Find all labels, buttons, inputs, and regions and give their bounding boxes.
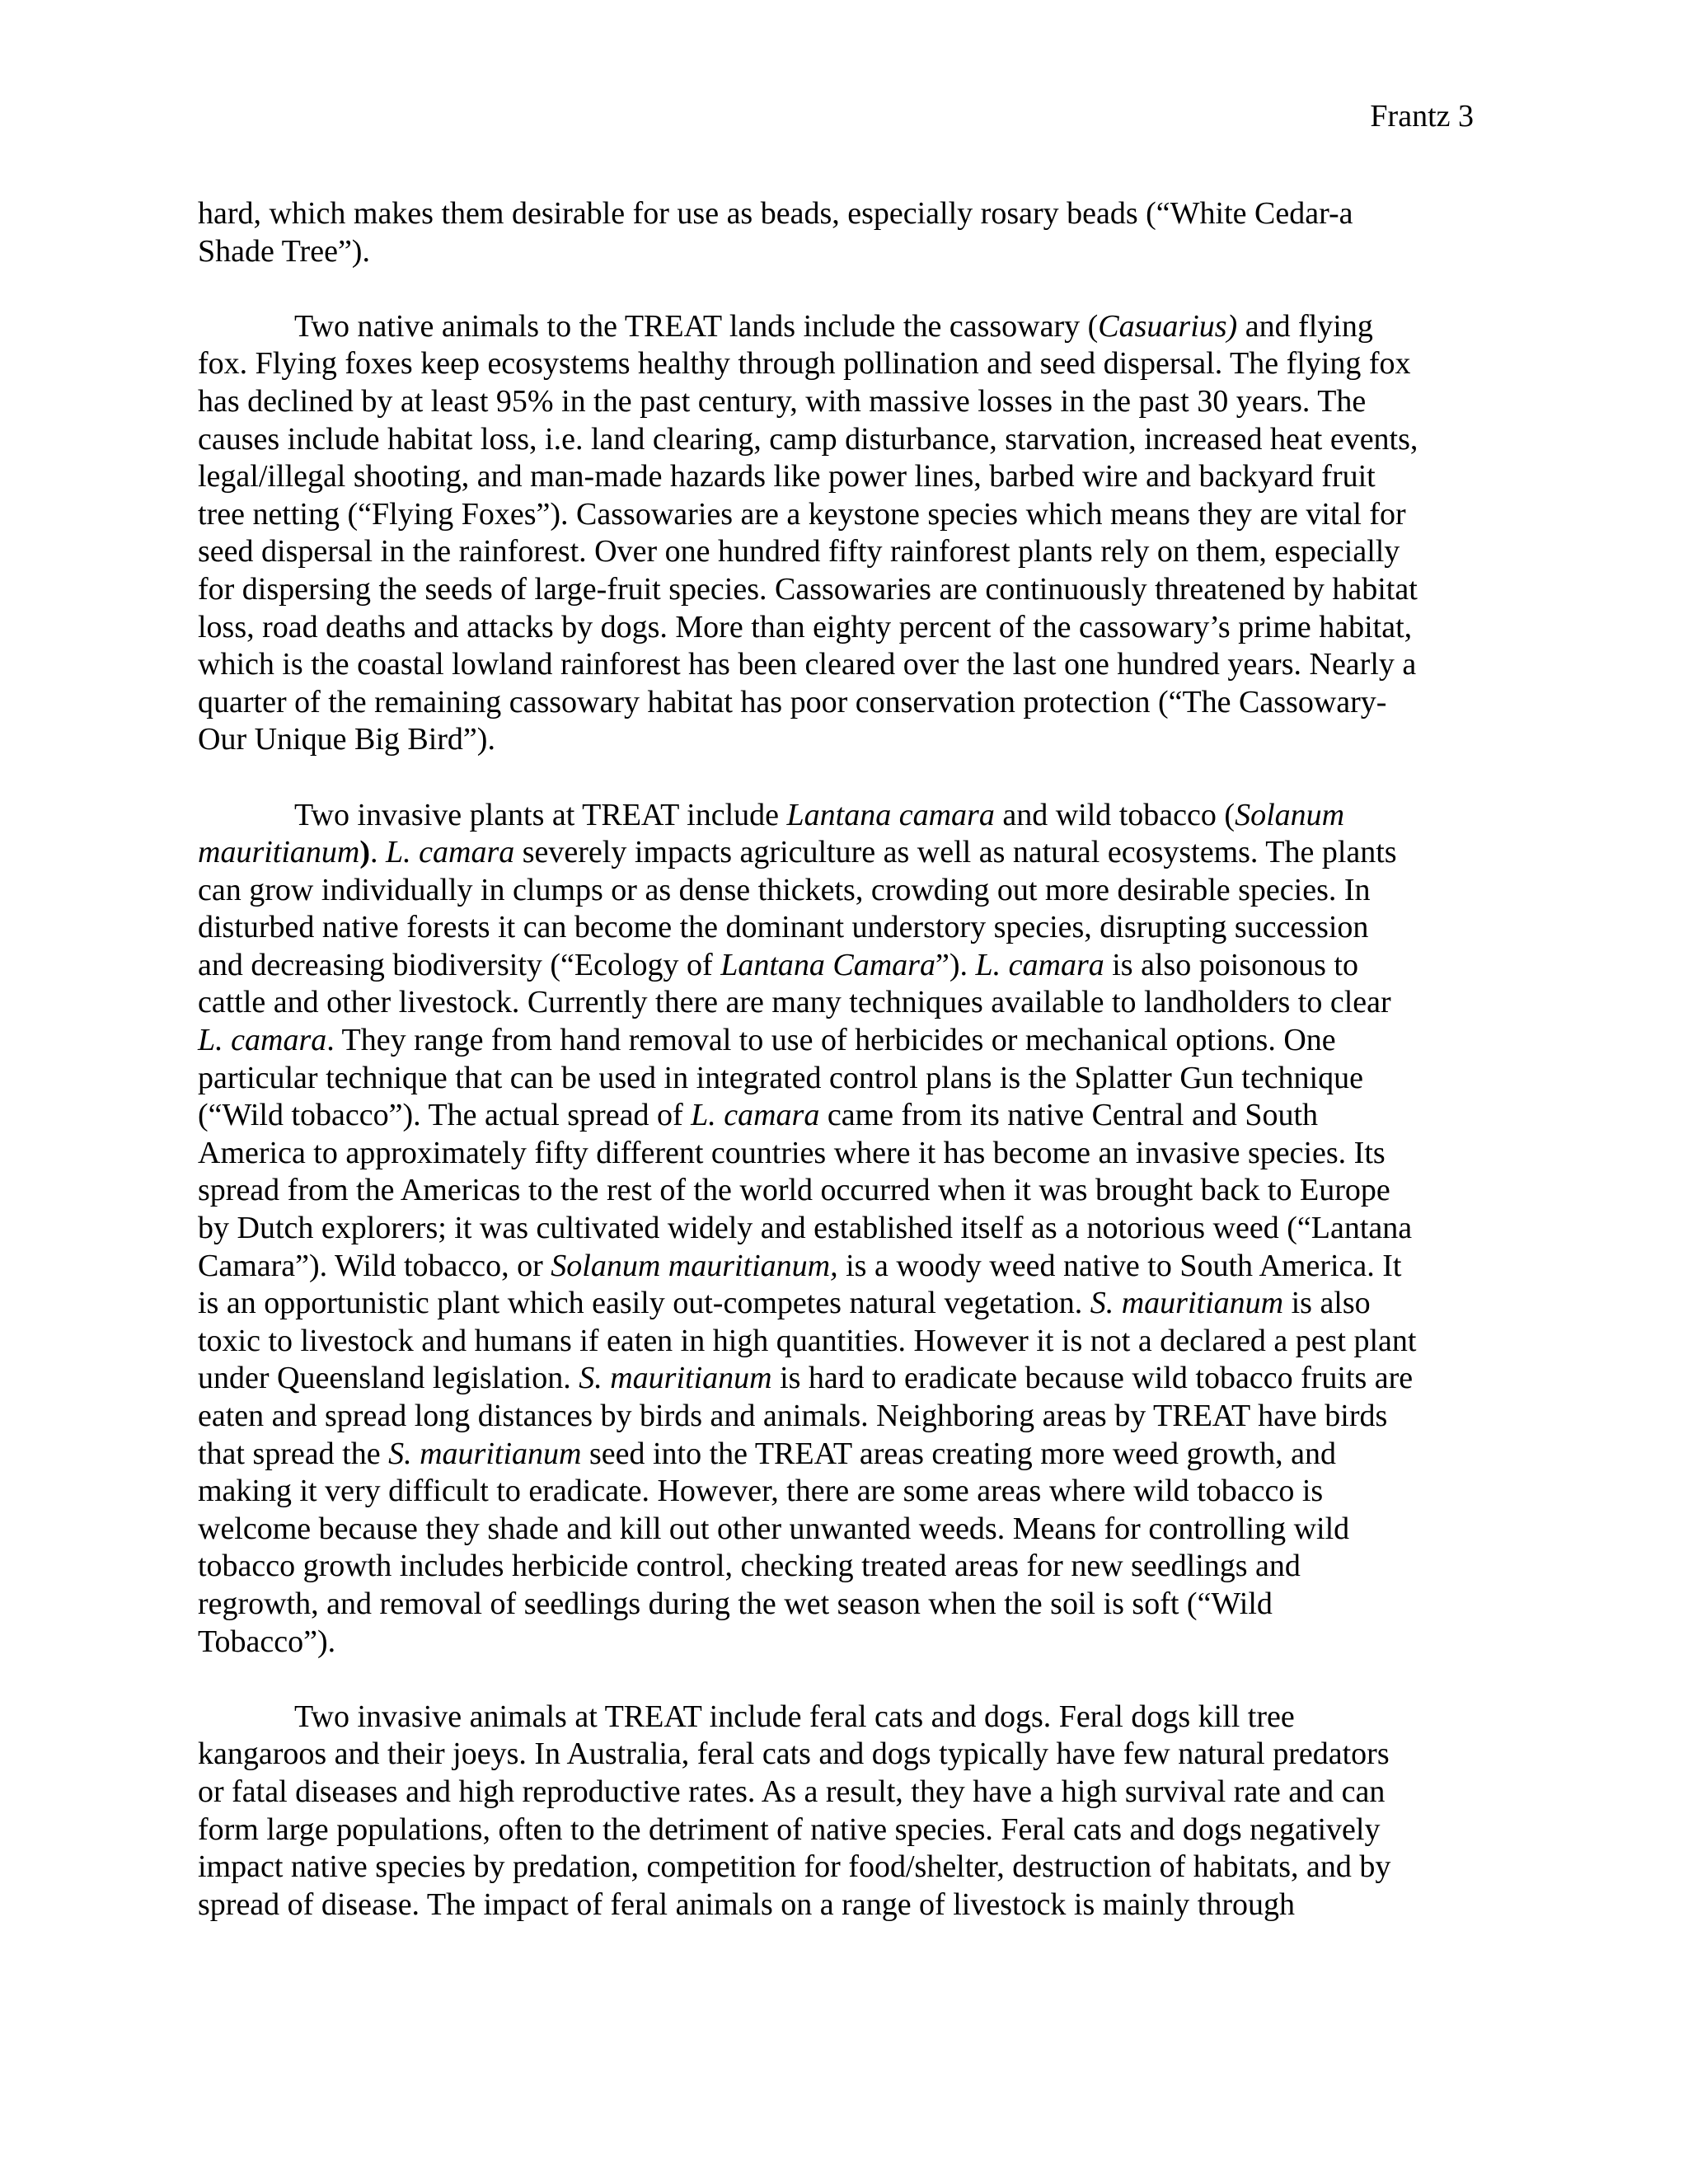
text-run: ”). [935, 947, 976, 982]
text-line: particular technique that can be used in integrated control plans is the Splatter Gun technique [198, 1060, 1363, 1095]
text-line: making it very difficult to eradicate. However, there are some areas where wild tobacco is [198, 1474, 1324, 1509]
text-run: . They range from hand removal to use of herbicides or mechanical options. One [326, 1023, 1336, 1058]
text-line [198, 1097, 1490, 1135]
text-line: spread from the Americas to the rest of the world occurred when it was brought back to Europe [198, 1173, 1390, 1208]
text-line [198, 1248, 1490, 1286]
text-line: Shade Tree”). [198, 233, 370, 269]
text-line: Our Unique Big Bird”). [198, 722, 495, 757]
text-run: is an opportunistic plant which easily out-competes natural vegetation. [198, 1286, 1090, 1321]
text-line: seed dispersal in the rainforest. Over one hundred fifty rainforest plants rely on them, especially [198, 534, 1400, 569]
text-line: form large populations, often to the detriment of native species. Feral cats and dogs negatively [198, 1811, 1381, 1847]
text-run: Two native animals to the TREAT lands include the cassowary ( [294, 308, 1099, 344]
species-name: Solanum mauritianum, [551, 1248, 838, 1283]
text-line [198, 834, 1490, 872]
text-line: or fatal diseases and high reproductive rates. As a result, they have a high survival rate and can [198, 1774, 1386, 1809]
text-line [198, 308, 1490, 346]
species-name: Casuarius) [1098, 308, 1238, 344]
text-line: loss, road deaths and attacks by dogs. More than eighty percent of the cassowary’s prime habitat, [198, 609, 1413, 644]
text-run: is also [1283, 1286, 1371, 1321]
text-run: and decreasing biodiversity (“Ecology of [198, 947, 721, 982]
text-line [198, 1022, 1490, 1060]
text-line: impact native species by predation, competition for food/shelter, destruction of habitats, and by [198, 1849, 1391, 1885]
species-name: L. camara [691, 1098, 820, 1133]
species-name: S. mauritianum [1090, 1286, 1284, 1321]
species-name: L. camara [198, 1023, 327, 1058]
text-line: Two invasive animals at TREAT include feral cats and dogs. Feral dogs kill tree [294, 1699, 1295, 1734]
text-line: cattle and other livestock. Currently there are many techniques available to landholders to clear [198, 985, 1391, 1020]
text-run: came from its native Central and South [819, 1098, 1319, 1133]
text-line: toxic to livestock and humans if eaten in high quantities. However it is not a declared a pest plant [198, 1323, 1417, 1358]
text-run: severely impacts agriculture as well as natural ecosystems. The plants [514, 835, 1397, 870]
text-line [198, 1436, 1490, 1474]
running-head: Frantz 3 [1370, 99, 1474, 134]
paragraph-2 [198, 308, 1490, 759]
paragraph-3 [198, 797, 1490, 1661]
text-line: which is the coastal lowland rainforest has been cleared over the last one hundred years. Nearly a [198, 647, 1417, 682]
species-name: S. mauritianum [388, 1436, 582, 1471]
text-run: Two invasive plants at TREAT include [294, 797, 787, 832]
species-name: Lantana camara [786, 797, 995, 832]
paragraph-4 [198, 1699, 1490, 1924]
text-run: . [370, 835, 387, 870]
text-run: (“Wild tobacco”). The actual spread of [198, 1098, 692, 1133]
text-line: for dispersing the seeds of large-fruit species. Cassowaries are continuously threatened by habitat [198, 571, 1418, 607]
text-run: that spread the [198, 1436, 389, 1471]
paragraph-1 [198, 195, 1490, 270]
text-line: tree netting (“Flying Foxes”). Cassowaries are a keystone species which means they are vital for [198, 496, 1406, 532]
text-line: welcome because they shade and kill out other unwanted weeds. Means for controlling wild [198, 1511, 1350, 1546]
species-name: S. mauritianum [579, 1361, 772, 1396]
text-line: America to approximately fifty different countries where it has become an invasive species. Its [198, 1135, 1386, 1170]
text-run: and flying [1237, 308, 1373, 344]
body-text [198, 195, 1490, 1924]
text-line [198, 1360, 1490, 1398]
text-line [198, 1285, 1490, 1323]
text-line [198, 797, 1490, 835]
text-line: legal/illegal shooting, and man-made hazards like power lines, barbed wire and backyard fruit [198, 459, 1376, 494]
text-run: seed into the TREAT areas creating more weed growth, and [581, 1436, 1337, 1471]
text-run: is also poisonous to [1104, 947, 1358, 982]
text-run: is hard to eradicate because wild tobacco fruits are [771, 1361, 1414, 1396]
species-name: L. camara [386, 835, 515, 870]
text-run: is a woody weed native to South America. It [837, 1248, 1402, 1283]
text-line: can grow individually in clumps or as dense thickets, crowding out more desirable species. In [198, 872, 1371, 907]
text-line: quarter of the remaining cassowary habitat has poor conservation protection (“The Cassowary- [198, 684, 1387, 719]
text-line: fox. Flying foxes keep ecosystems healthy through pollination and seed dispersal. The flying fox [198, 346, 1411, 382]
closing-paren: ) [359, 835, 371, 870]
text-line: hard, which makes them desirable for use as beads, especially rosary beads (“White Cedar-a [198, 196, 1353, 231]
text-line: kangaroos and their joeys. In Australia, feral cats and dogs typically have few natural predators [198, 1736, 1390, 1772]
text-line: spread of disease. The impact of feral animals on a range of livestock is mainly through [198, 1886, 1296, 1922]
text-run: and wild tobacco ( [994, 797, 1236, 832]
species-name: Solanum [1235, 797, 1345, 832]
species-name: L. camara [975, 947, 1104, 982]
text-line: causes include habitat loss, i.e. land clearing, camp disturbance, starvation, increased heat events, [198, 421, 1418, 457]
text-line: tobacco growth includes herbicide control, checking treated areas for new seedlings and [198, 1549, 1301, 1584]
text-line: eaten and spread long distances by birds and animals. Neighboring areas by TREAT have birds [198, 1399, 1388, 1433]
text-line: Tobacco”). [198, 1624, 336, 1659]
text-line: disturbed native forests it can become the dominant understory species, disrupting succession [198, 910, 1369, 945]
text-run: under Queensland legislation. [198, 1361, 579, 1396]
text-line: has declined by at least 95% in the past century, with massive losses in the past 30 years. The [198, 383, 1367, 419]
species-name: mauritianum [198, 835, 360, 870]
species-name: Lantana Camara [720, 947, 935, 982]
text-line: by Dutch explorers; it was cultivated widely and established itself as a notorious weed (“Lantana [198, 1211, 1413, 1246]
text-line [198, 947, 1490, 985]
text-run: Camara”). Wild tobacco, or [198, 1248, 551, 1283]
text-line: regrowth, and removal of seedlings during the wet season when the soil is soft (“Wild [198, 1586, 1273, 1621]
